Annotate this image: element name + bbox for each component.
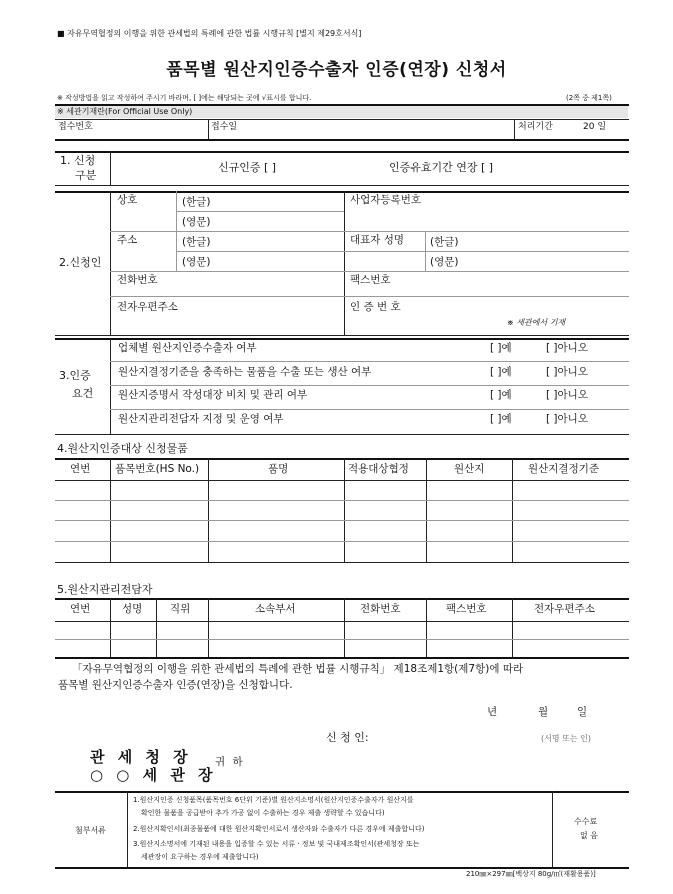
requirement-item: 원산지관리전담자 지정 및 운영 여부: [118, 413, 284, 425]
requirement-no-checkbox[interactable]: [ ]아니오: [546, 413, 588, 425]
representative-label: 대표자 성명: [350, 234, 405, 246]
requirement-no-checkbox[interactable]: [ ]아니오: [546, 366, 588, 378]
attachment-item-3b: 세관장이 요구하는 경우에 제출합니다): [141, 853, 259, 861]
business-reg-label: 사업자등록번호: [350, 194, 422, 206]
page-title: 품목별 원산지인증수출자 인증(연장) 신청서: [166, 60, 507, 80]
col-serial: 연번: [70, 463, 91, 475]
requirement-no-checkbox[interactable]: [ ]아니오: [546, 342, 588, 354]
attachments-label: 첨부서류: [75, 826, 106, 835]
date-month[interactable]: 월: [538, 706, 549, 718]
section3-label-1: 3.인증: [59, 369, 91, 382]
processing-days: 20 일: [583, 122, 607, 132]
col-origin: 원산지: [454, 463, 485, 475]
col-email: 전자우편주소: [534, 603, 595, 615]
instruction-text: ※ 작성방법을 읽고 작성하여 주시기 바라며, [ ]에는 해당되는 곳에 √표시를 합니다.: [57, 94, 312, 102]
requirement-yes-checkbox[interactable]: [ ]예: [490, 366, 512, 378]
receipt-number-label: 접수번호: [58, 122, 93, 132]
company-name-korean[interactable]: (한글): [182, 196, 211, 208]
declaration-line-1: 「자유무역협정의 이행을 위한 관세법의 특례에 관한 법률 시행규칙」 제18조제1항(제7항)에 따라: [72, 663, 524, 675]
col-fax: 팩스번호: [446, 603, 487, 615]
official-use-label: ※ 세관기재란(For Official Use Only): [57, 107, 193, 116]
requirement-yes-checkbox[interactable]: [ ]예: [490, 389, 512, 401]
col-agreement: 적용대상협정: [348, 463, 409, 475]
col-position: 직위: [170, 603, 191, 615]
declaration-line-2: 품목별 원산지인증수출자 인증(연장)을 신청합니다.: [58, 679, 293, 691]
addressee-commissioner: 관 세 청 장: [90, 748, 192, 766]
extension-checkbox[interactable]: 인증유효기간 연장 [ ]: [389, 161, 494, 174]
addressee-customs-office: ○ ○ 세 관 장: [90, 766, 217, 784]
date-year[interactable]: 년: [487, 706, 498, 718]
page-info: (2쪽 중 제1쪽): [566, 94, 612, 102]
col-serial: 연번: [70, 603, 91, 615]
form-reference: ■ 자유무역협정의 이행을 위한 관세법의 특례에 관한 법률 시행규칙 [별지 제29호서식]: [57, 29, 362, 38]
cert-number-label: 인 증 번 호: [350, 301, 401, 313]
requirement-item: 원산지결정기준을 충족하는 물품을 수출 또는 생산 여부: [118, 366, 372, 378]
attachment-item-1b: 확인한 물품을 공급받아 추가 가공 없이 수출하는 경우 제출 생략할 수 있습니다): [141, 809, 385, 817]
customs-note: ※ 세관에서 기재: [507, 318, 566, 327]
requirement-yes-checkbox[interactable]: [ ]예: [490, 413, 512, 425]
address-korean[interactable]: (한글): [182, 236, 211, 248]
section5-label: 5.원산지관리전담자: [57, 583, 153, 596]
requirement-item: 원산지증명서 작성대장 비치 및 관리 여부: [118, 389, 308, 401]
section4-label: 4.원산지인증대상 신청물품: [57, 442, 188, 455]
fee-value: 없 음: [580, 831, 598, 840]
col-hs-number: 품목번호(HS No.): [115, 463, 200, 475]
honorific: 귀 하: [215, 756, 245, 768]
company-name-english[interactable]: (영문): [182, 216, 211, 228]
col-phone: 전화번호: [360, 603, 401, 615]
fee-label: 수수료: [574, 817, 598, 826]
receipt-date-label: 접수일: [211, 122, 238, 132]
processing-period-label: 처리기간: [518, 122, 553, 132]
attachment-item-1a: 1.원산지인증 신청품목(품목번호 6단위 기준)별 원산지소명서(원산지인증수출자가 원산지를: [133, 796, 414, 804]
representative-english[interactable]: (영문): [430, 256, 459, 268]
applicant-label: 신 청 인:: [326, 731, 369, 744]
section1-label-1: 1. 신청: [60, 154, 96, 167]
address-label: 주소: [117, 234, 138, 246]
attachment-item-3a: 3.원산지소명서에 기재된 내용을 입증할 수 있는 서류ㆍ정보 및 국내제조확인서(관세청장 또는: [133, 840, 420, 848]
col-origin-criteria: 원산지결정기준: [528, 463, 600, 475]
signature-placeholder[interactable]: (서명 또는 인): [541, 734, 591, 743]
col-name: 성명: [122, 603, 143, 615]
requirement-item: 업체별 원산지인증수출자 여부: [118, 342, 257, 354]
col-product-name: 품명: [268, 463, 289, 475]
attachment-item-2: 2.원산지확인서(최종물품에 대한 원산지확인서로서 생산자와 수출자가 다른 경우에 제출합니다): [133, 825, 425, 833]
address-english[interactable]: (영문): [182, 256, 211, 268]
requirement-yes-checkbox[interactable]: [ ]예: [490, 342, 512, 354]
fax-label: 팩스번호: [350, 274, 391, 286]
section3-label-2: 요건: [72, 387, 94, 400]
col-department: 소속부서: [255, 603, 296, 615]
company-name-label: 상호: [117, 194, 138, 206]
email-label: 전자우편주소: [117, 301, 178, 313]
section2-label: 2.신청인: [59, 256, 102, 269]
phone-label: 전화번호: [117, 274, 158, 286]
section1-label-2: 구분: [75, 169, 97, 182]
new-certification-checkbox[interactable]: 신규인증 [ ]: [218, 161, 277, 174]
date-day[interactable]: 일: [577, 706, 588, 718]
representative-korean[interactable]: (한글): [430, 236, 459, 248]
paper-spec: 210㎜×297㎜[백상지 80g/㎡(재활용품)]: [466, 870, 596, 878]
requirement-no-checkbox[interactable]: [ ]아니오: [546, 389, 588, 401]
